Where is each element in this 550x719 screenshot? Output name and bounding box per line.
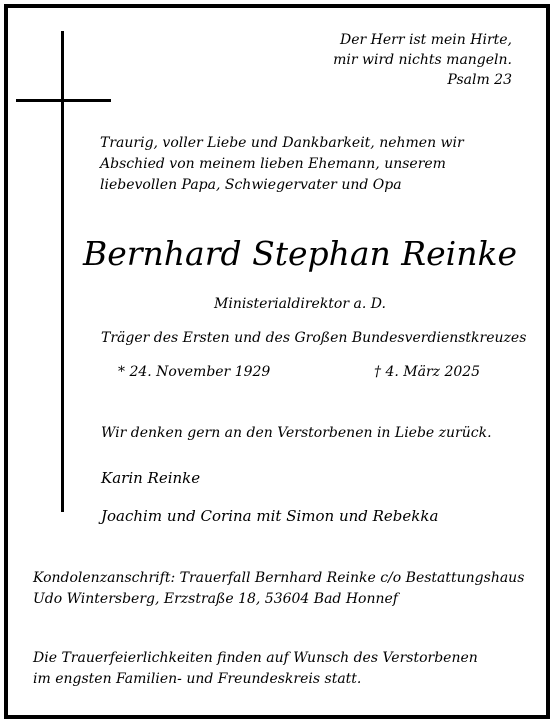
death-date: † 4. März 2025 <box>374 364 481 380</box>
intro-line-1: Traurig, voller Liebe und Dankbarkeit, nehmen wir <box>100 135 464 151</box>
verse-line-1: Der Herr ist mein Hirte, <box>340 32 512 48</box>
cross-horizontal-bar <box>16 99 111 102</box>
deceased-title: Ministerialdirektor a. D. <box>214 296 386 312</box>
condolence-address <box>33 568 524 610</box>
intro-line-3: liebevollen Papa, Schwiegervater und Opa <box>100 177 402 193</box>
verse-reference: Psalm 23 <box>447 72 512 88</box>
deceased-name: Bernhard Stephan Reinke <box>82 234 518 273</box>
intro-text <box>100 133 464 196</box>
intro-line-2: Abschied von meinem lieben Ehemann, unserem <box>100 156 446 172</box>
mourner-1: Karin Reinke <box>101 469 201 487</box>
funeral-note <box>33 648 478 690</box>
memory-line: Wir denken gern an den Verstorbenen in Liebe zurück. <box>101 425 492 441</box>
birth-date: * 24. November 1929 <box>118 364 271 380</box>
condolence-line-2: Udo Wintersberg, Erzstraße 18, 53604 Bad Honnef <box>33 591 398 607</box>
deceased-honor: Träger des Ersten und des Großen Bundesverdienstkreuzes <box>101 330 527 346</box>
funeral-line-2: im engsten Familien- und Freundeskreis statt. <box>33 671 362 687</box>
verse-line-2: mir wird nichts mangeln. <box>333 52 512 68</box>
mourner-2: Joachim und Corina mit Simon und Rebekka <box>101 507 439 525</box>
condolence-line-1: Kondolenzanschrift: Trauerfall Bernhard Reinke c/o Bestattungshaus <box>33 570 525 586</box>
psalm-verse <box>333 30 512 90</box>
notice-border <box>4 4 550 719</box>
funeral-line-1: Die Trauerfeierlichkeiten finden auf Wunsch des Verstorbenen <box>33 650 478 666</box>
